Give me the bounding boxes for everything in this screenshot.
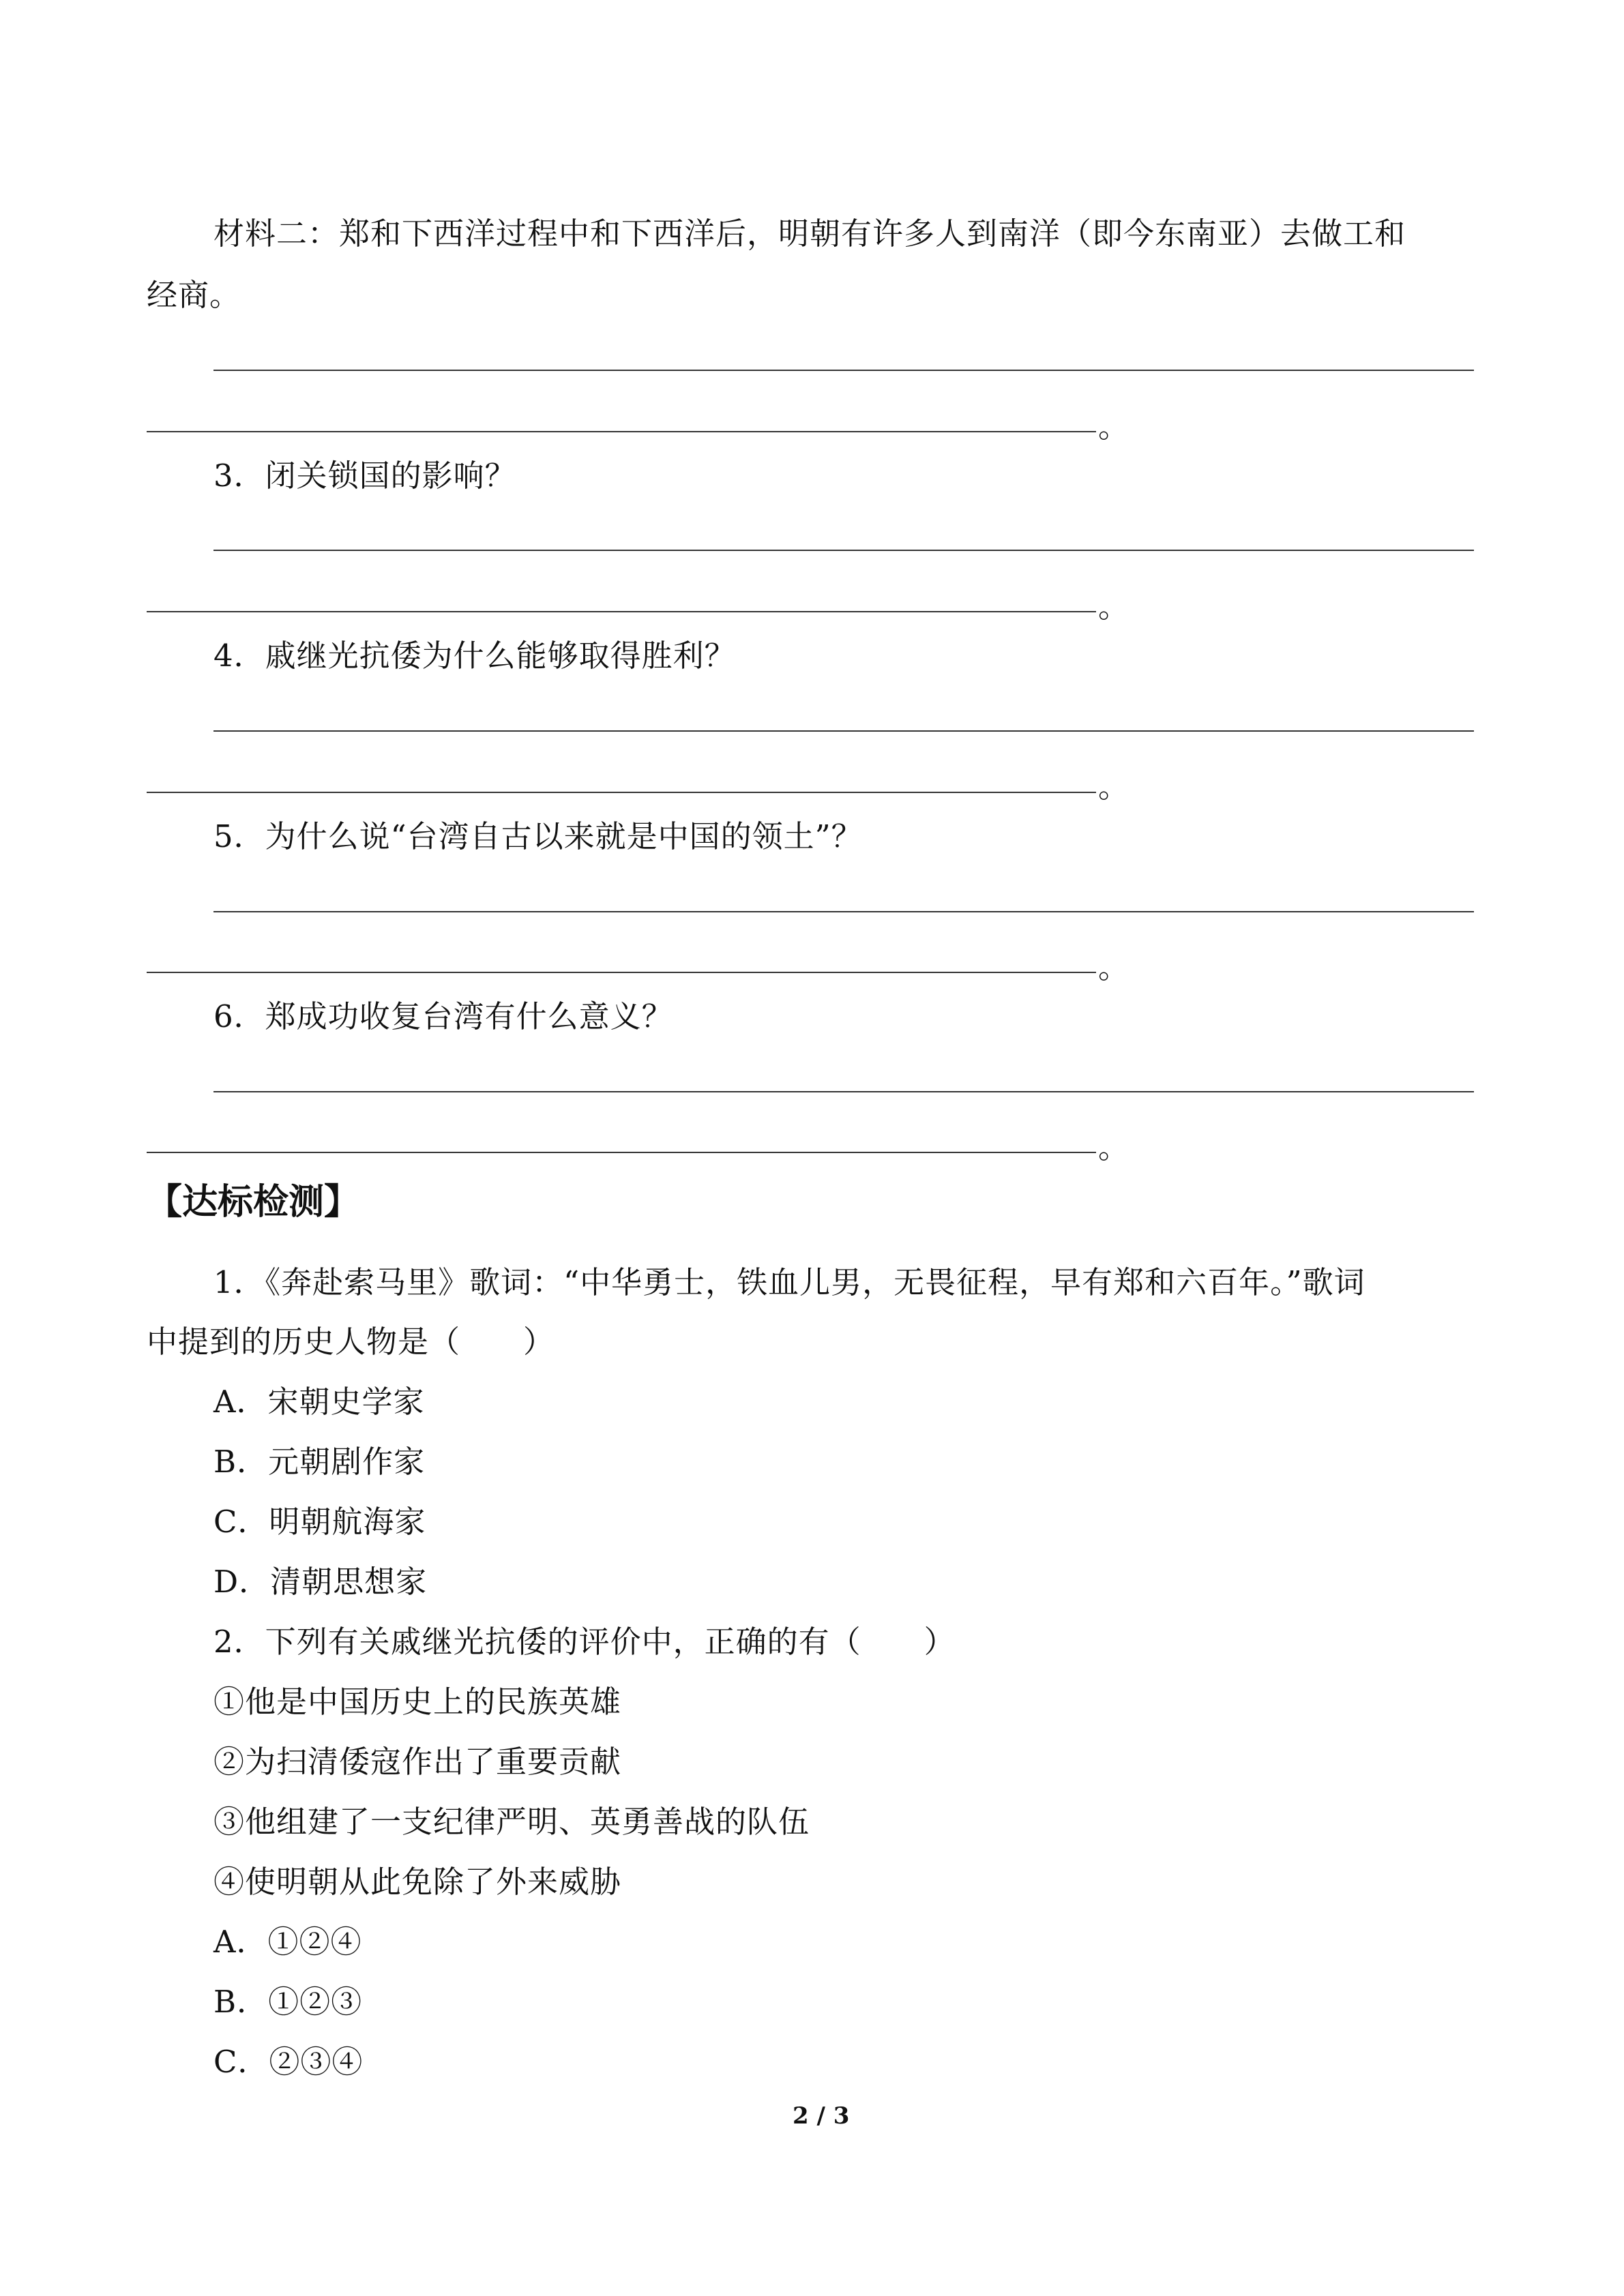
question-3: 3．闭关锁国的影响？: [213, 458, 516, 494]
question-5: 5．为什么说“台湾自古以来就是中国的领土”？: [213, 818, 863, 854]
answer-end-mark: 。: [1098, 1129, 1130, 1165]
answer-end-mark: 。: [1098, 588, 1130, 625]
answer-line-q6-b: [147, 1152, 1096, 1153]
assessment-q2-statement-3: ③他组建了一支纪律严明、英勇善战的队伍: [213, 1804, 810, 1840]
answer-line-material-a: [213, 370, 1474, 371]
assessment-q1-option-d: D．清朝思想家: [213, 1564, 428, 1600]
assessment-q2-stem: 2．下列有关戚继光抗倭的评价中，正确的有（ ）: [213, 1624, 956, 1660]
assessment-q1-line-2: 中提到的历史人物是（ ）: [147, 1324, 555, 1360]
assessment-q2-statement-4: ④使明朝从此免除了外来威胁: [213, 1864, 622, 1900]
question-4: 4．戚继光抗倭为什么能够取得胜利？: [213, 638, 736, 674]
answer-line-q6-a: [213, 1091, 1474, 1092]
material-two-line-1: 材料二：郑和下西洋过程中和下西洋后，明朝有许多人到南洋（即今东南亚）去做工和: [213, 215, 1406, 252]
answer-line-q5-b: [147, 972, 1096, 973]
assessment-q1-option-b: B．元朝剧作家: [213, 1444, 426, 1480]
assessment-q2-option-c: C．②③④: [213, 2044, 364, 2080]
answer-line-material-b: [147, 431, 1096, 432]
assessment-q2-statement-2: ②为扫清倭寇作出了重要贡献: [213, 1744, 622, 1780]
answer-line-q5-a: [213, 911, 1474, 912]
answer-line-q4-b: [147, 792, 1096, 793]
answer-line-q3-a: [213, 550, 1474, 551]
assessment-q2-option-a: A．①②④: [213, 1924, 362, 1960]
answer-end-mark: 。: [1098, 769, 1130, 805]
question-6: 6．郑成功收复台湾有什么意义？: [213, 998, 673, 1034]
section-heading: 【达标检测】: [147, 1182, 360, 1223]
assessment-q1-option-a: A．宋朝史学家: [213, 1384, 425, 1420]
page-number: 2 / 3: [793, 2102, 850, 2130]
material-two-line-2: 经商。: [147, 277, 241, 313]
answer-end-mark: 。: [1098, 949, 1130, 985]
assessment-q2-statement-1: ①他是中国历史上的民族英雄: [213, 1684, 622, 1720]
answer-line-q4-a: [213, 730, 1474, 732]
assessment-q2-option-b: B．①②③: [213, 1984, 363, 2020]
answer-line-q3-b: [147, 611, 1096, 612]
answer-end-mark: 。: [1098, 408, 1130, 445]
assessment-q1-option-c: C．明朝航海家: [213, 1504, 426, 1540]
assessment-q1-line-1: 1．《奔赴索马里》歌词：“中华勇士，铁血儿男，无畏征程，早有郑和六百年。”歌词: [213, 1264, 1365, 1300]
